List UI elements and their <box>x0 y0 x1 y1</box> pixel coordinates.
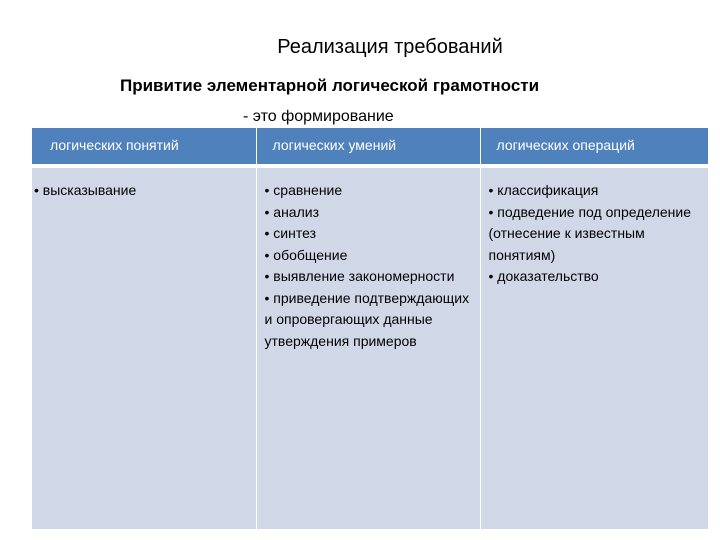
table-header-row <box>32 128 708 166</box>
list-item: • подведение под определение (отнесение к известным понятиям) <box>488 203 691 263</box>
cell-operations <box>480 166 708 529</box>
header-skills: логических умений <box>256 128 480 166</box>
list-item: • выявление закономерности <box>264 268 455 284</box>
table-row <box>32 166 708 529</box>
list-item: • классификация <box>488 182 599 198</box>
list-skills <box>265 180 474 352</box>
concepts-table <box>32 128 709 529</box>
list-item: • обобщение <box>264 246 348 263</box>
list-operations <box>489 180 702 288</box>
cell-skills <box>256 166 480 529</box>
header-operations: логических операций <box>480 128 708 166</box>
list-concepts <box>34 180 250 202</box>
list-item: • синтез <box>264 225 316 241</box>
list-item: • анализ <box>264 203 320 220</box>
header-concepts: логических понятий <box>32 128 256 166</box>
cell-concepts <box>32 166 256 529</box>
list-item: • высказывание <box>34 182 137 198</box>
list-item: • доказательство <box>488 268 599 284</box>
page-subtitle: Привитие элементарной логической грамотности <box>120 76 540 95</box>
page-caption: - это формирование <box>243 108 394 125</box>
list-item: • сравнение <box>264 182 343 198</box>
list-item: • приведение подтверждающих и опровергающих данные утверждения примеров <box>264 289 470 349</box>
page-title: Реализация требований <box>277 36 503 58</box>
